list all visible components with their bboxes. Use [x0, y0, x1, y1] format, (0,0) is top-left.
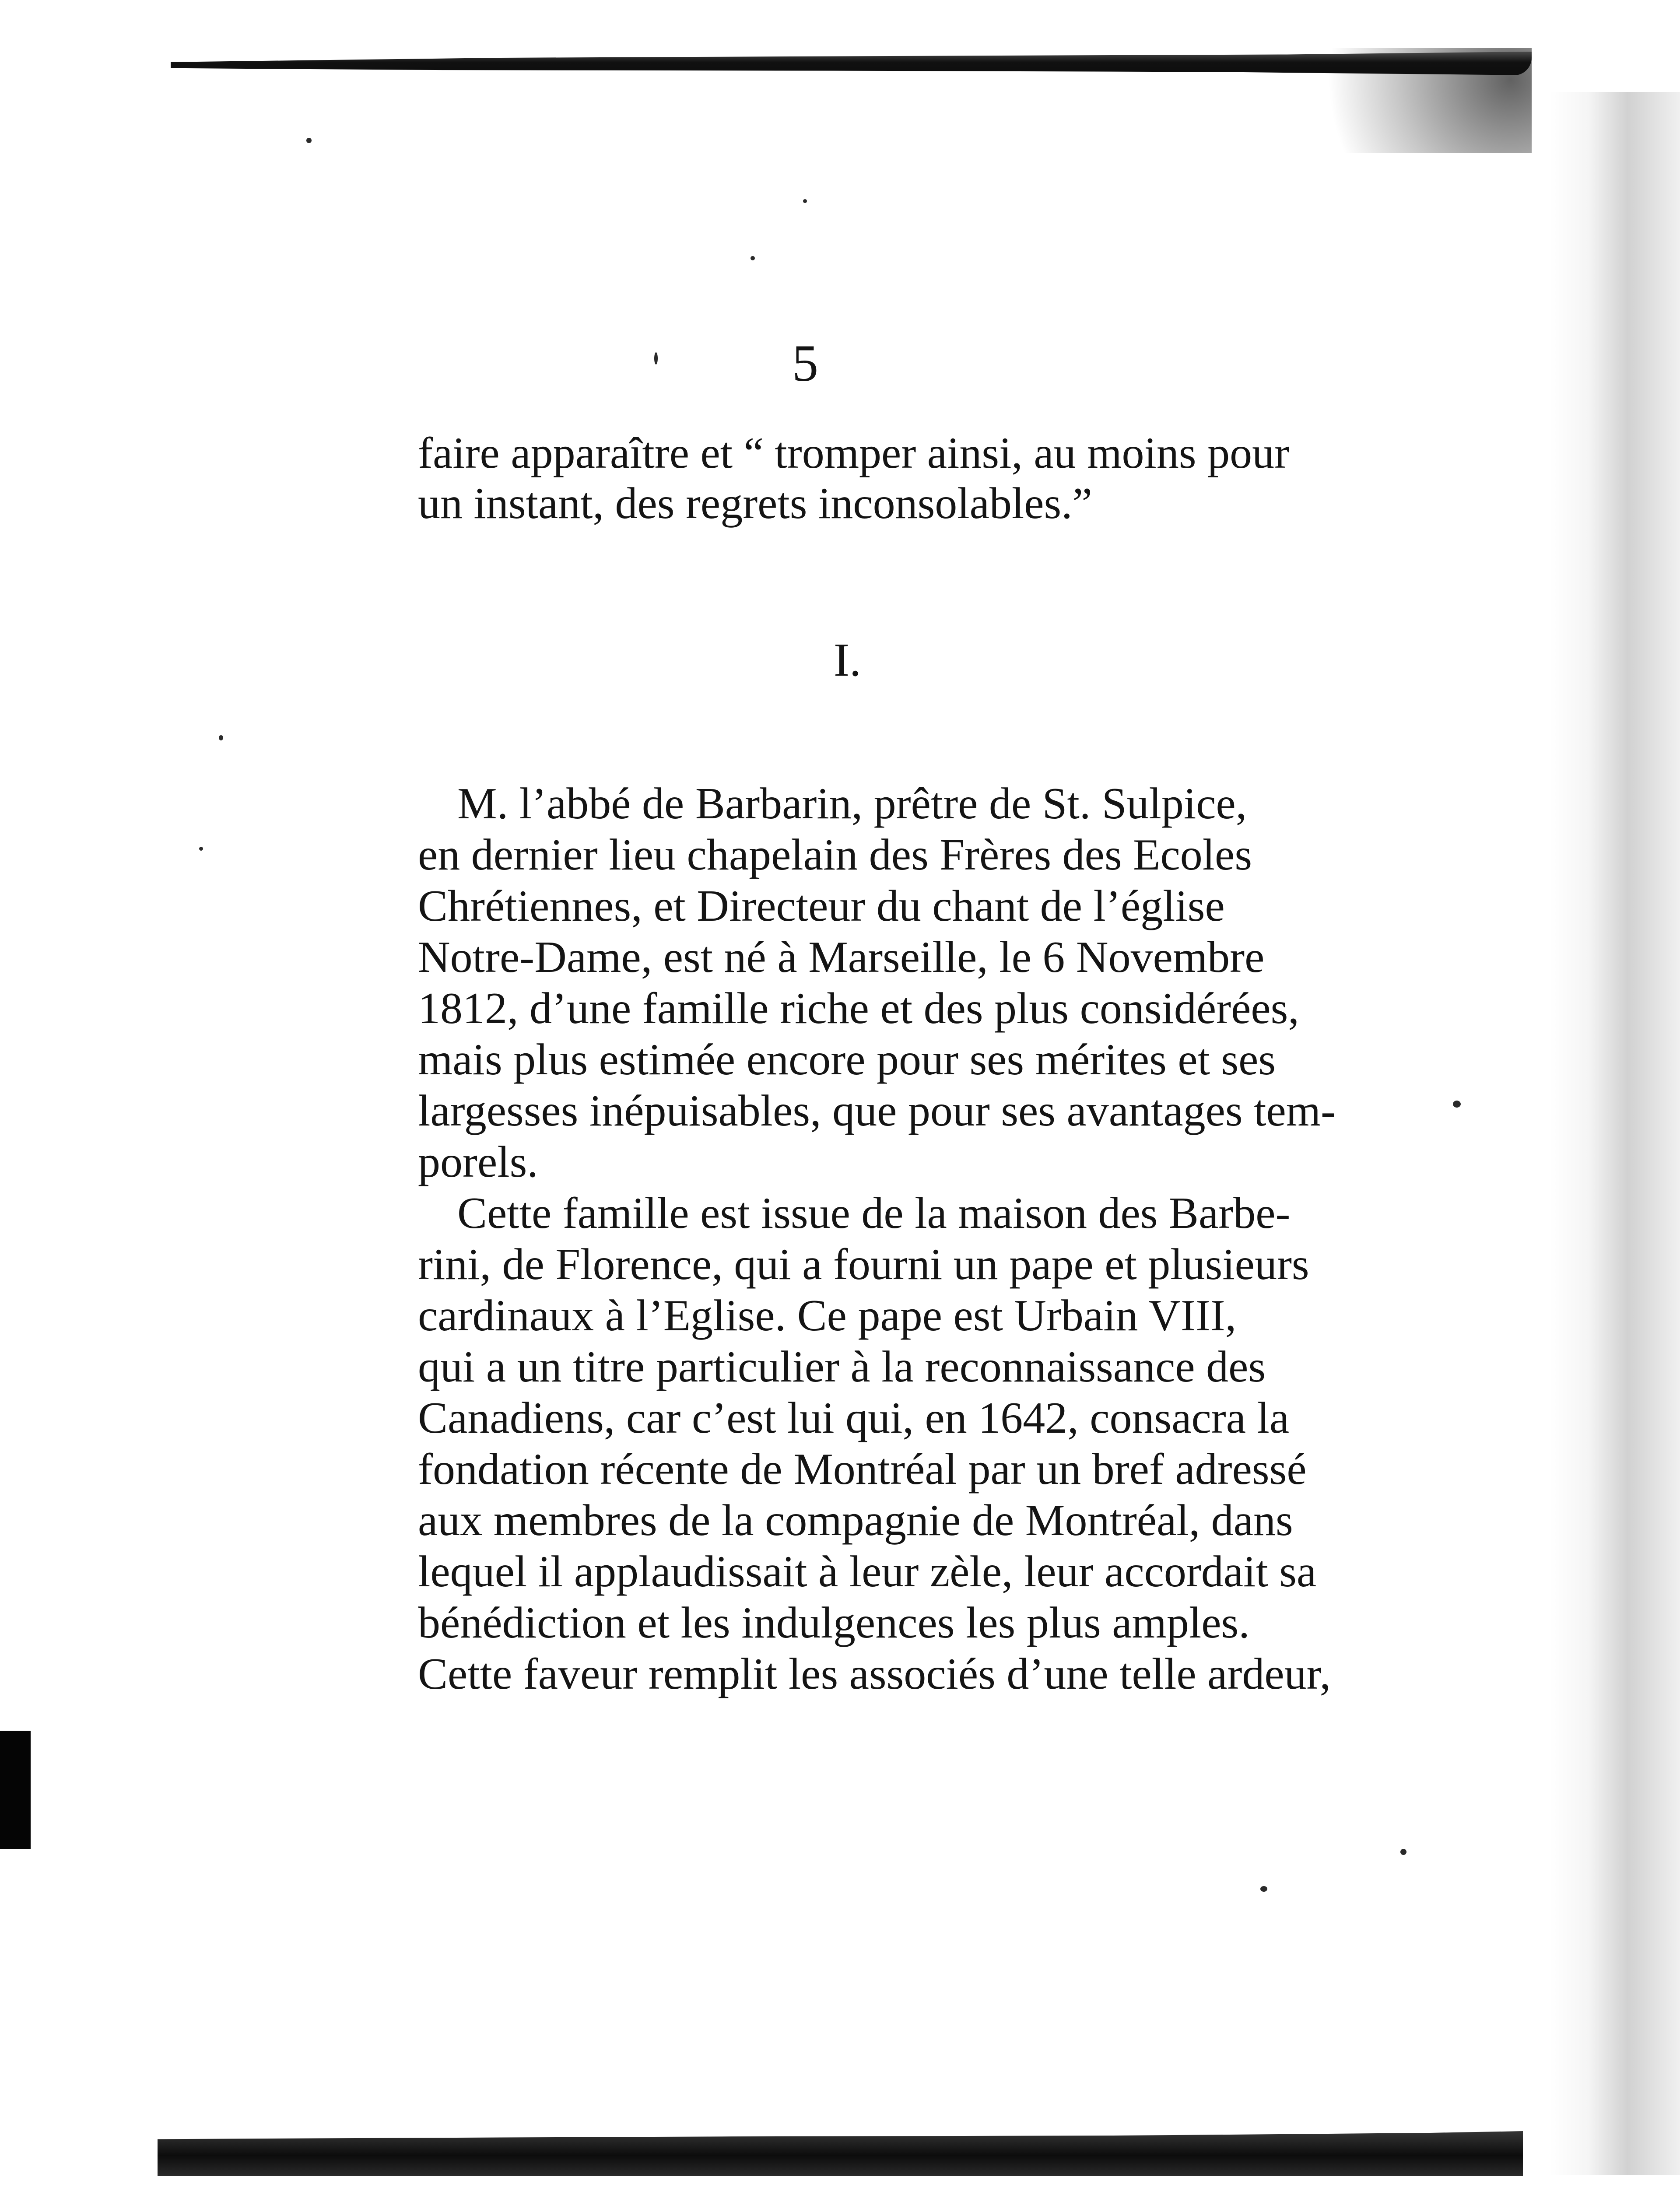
text-line-content: Chrétiennes, et Directeur du chant de l’église	[418, 881, 1225, 931]
paragraph-line	[418, 1291, 1293, 1340]
paragraph-line	[418, 1649, 1331, 1699]
continuation-line	[418, 428, 1293, 478]
text-line-content: en dernier lieu chapelain des Frères des Ecoles	[418, 830, 1252, 880]
text-line-content: faire apparaître et “ tromper ainsi, au moins pour	[418, 428, 1290, 478]
paragraph-line	[457, 779, 1293, 828]
text-line-content: Cette faveur remplit les associés d’une telle ardeur,	[418, 1649, 1331, 1699]
speck	[1400, 1849, 1406, 1855]
scan-bottom-border	[158, 2131, 1523, 2176]
paragraph-line	[457, 1191, 1293, 1236]
paragraph-line	[418, 1445, 1307, 1494]
text-line-content: rini, de Florence, qui a fourni un pape et plusieurs	[418, 1240, 1309, 1289]
scan-left-tab	[0, 1731, 31, 1849]
text-line-content: fondation récente de Montréal par un bref adressé	[418, 1445, 1307, 1494]
text-line-content: porels.	[418, 1137, 538, 1187]
text-line-content: lequel il applaudissait à leur zèle, leur accordait sa	[418, 1547, 1317, 1596]
speck	[803, 199, 807, 203]
speck	[654, 352, 658, 365]
text-line-content: aux membres de la compagnie de Montréal, dans	[418, 1496, 1293, 1545]
paragraph-line	[418, 984, 1299, 1033]
text-line-content: largesses inépuisables, que pour ses avantages tem-	[418, 1086, 1336, 1136]
paragraph-line	[418, 1342, 1293, 1392]
paragraph-line	[418, 1498, 1293, 1543]
text-line-content: Cette famille est issue de la maison des Barbe-	[457, 1189, 1291, 1238]
paragraph-line	[418, 1035, 1293, 1084]
text-line-content: mais plus estimée encore pour ses mérites et ses	[418, 1035, 1276, 1084]
paragraph-line	[418, 1086, 1336, 1136]
scan-right-edge	[1549, 92, 1680, 2175]
text-line-content: 1812, d’une famille riche et des plus considérées,	[418, 984, 1299, 1033]
speck	[219, 735, 223, 740]
speck	[306, 138, 312, 143]
speck	[1453, 1101, 1461, 1108]
paragraph-line	[418, 1240, 1309, 1289]
speck	[199, 847, 203, 851]
continuation-line	[418, 481, 1293, 526]
text-line-content: Notre-Dame, est né à Marseille, le 6 Novembre	[418, 933, 1265, 982]
section-heading: I.	[834, 634, 861, 686]
speck	[751, 256, 755, 260]
paragraph-line	[418, 1598, 1293, 1648]
scan-top-border	[171, 52, 1532, 75]
paragraph-line	[418, 1393, 1293, 1443]
paragraph-line	[418, 830, 1293, 880]
paragraph-line	[418, 1547, 1317, 1596]
text-line-content: un instant, des regrets inconsolables.”	[418, 479, 1092, 528]
paragraph-line	[418, 1137, 1293, 1187]
paragraph-line	[418, 935, 1293, 980]
text-line-content: qui a un titre particulier à la reconnaissance des	[418, 1342, 1266, 1392]
paragraph-line	[418, 881, 1293, 931]
text-line-content: bénédiction et les indulgences les plus amples.	[418, 1598, 1250, 1648]
page-number: 5	[792, 334, 818, 392]
speck	[1260, 1886, 1267, 1892]
text-line-content: M. l’abbé de Barbarin, prêtre de St. Sulpice,	[457, 779, 1247, 828]
text-line-content: cardinaux à l’Eglise. Ce pape est Urbain VIII,	[418, 1291, 1237, 1340]
text-line-content: Canadiens, car c’est lui qui, en 1642, consacra la	[418, 1393, 1290, 1443]
